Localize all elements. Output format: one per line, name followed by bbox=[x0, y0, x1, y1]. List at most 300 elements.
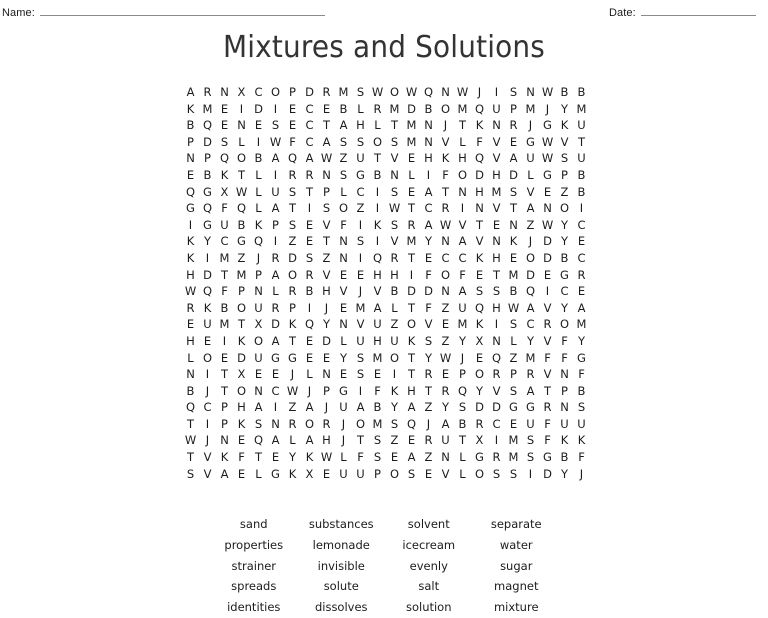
grid-letter[interactable]: O bbox=[372, 134, 383, 149]
grid-letter[interactable]: N bbox=[492, 234, 501, 249]
grid-letter[interactable]: P bbox=[255, 267, 262, 282]
grid-letter[interactable]: O bbox=[389, 85, 400, 99]
grid-letter[interactable]: A bbox=[305, 400, 314, 415]
grid-letter[interactable]: H bbox=[424, 151, 433, 166]
grid-letter[interactable]: A bbox=[220, 466, 229, 481]
grid-letter[interactable]: Z bbox=[322, 250, 331, 265]
grid-letter[interactable]: I bbox=[460, 201, 465, 216]
grid-letter[interactable]: P bbox=[510, 101, 517, 116]
grid-letter[interactable]: E bbox=[492, 217, 501, 232]
grid-letter[interactable]: B bbox=[339, 101, 348, 116]
grid-letter[interactable]: I bbox=[426, 167, 431, 182]
grid-letter[interactable]: W bbox=[320, 450, 333, 465]
grid-letter[interactable]: Y bbox=[526, 333, 535, 348]
grid-letter[interactable]: U bbox=[458, 300, 467, 315]
grid-letter[interactable]: J bbox=[460, 350, 465, 365]
grid-letter[interactable]: I bbox=[494, 85, 499, 99]
grid-letter[interactable]: F bbox=[561, 350, 568, 365]
grid-letter[interactable]: A bbox=[509, 151, 518, 166]
grid-letter[interactable]: U bbox=[526, 151, 535, 166]
grid-letter[interactable]: T bbox=[186, 450, 195, 465]
grid-letter[interactable]: G bbox=[356, 167, 365, 182]
grid-letter[interactable]: B bbox=[373, 167, 382, 182]
grid-letter[interactable]: K bbox=[186, 234, 195, 249]
grid-letter[interactable]: M bbox=[406, 134, 417, 149]
grid-letter[interactable]: N bbox=[441, 234, 450, 249]
grid-letter[interactable]: A bbox=[254, 400, 263, 415]
grid-letter[interactable]: D bbox=[203, 134, 212, 149]
grid-letter[interactable]: V bbox=[492, 151, 501, 166]
grid-letter[interactable]: M bbox=[491, 184, 502, 199]
grid-letter[interactable]: K bbox=[509, 234, 518, 249]
grid-letter[interactable]: E bbox=[441, 367, 450, 382]
grid-letter[interactable]: R bbox=[203, 85, 212, 99]
grid-letter[interactable]: K bbox=[237, 333, 246, 348]
grid-letter[interactable]: B bbox=[577, 184, 586, 199]
grid-letter[interactable]: O bbox=[389, 350, 400, 365]
grid-letter[interactable]: O bbox=[287, 267, 298, 282]
grid-letter[interactable]: L bbox=[255, 466, 262, 481]
grid-letter[interactable]: B bbox=[220, 300, 229, 315]
grid-letter[interactable]: N bbox=[237, 118, 246, 133]
grid-letter[interactable]: T bbox=[288, 333, 297, 348]
grid-letter[interactable]: A bbox=[458, 234, 467, 249]
grid-letter[interactable]: D bbox=[237, 350, 246, 365]
grid-letter[interactable]: C bbox=[203, 400, 212, 415]
grid-letter[interactable]: S bbox=[509, 383, 518, 398]
grid-letter[interactable]: W bbox=[235, 184, 248, 199]
grid-letter[interactable]: G bbox=[339, 383, 348, 398]
grid-letter[interactable]: V bbox=[390, 234, 399, 249]
grid-letter[interactable]: G bbox=[560, 267, 569, 282]
grid-letter[interactable]: I bbox=[375, 234, 380, 249]
grid-letter[interactable]: T bbox=[475, 217, 484, 232]
grid-letter[interactable]: I bbox=[307, 300, 312, 315]
word-list-item[interactable]: sand bbox=[239, 517, 268, 531]
grid-letter[interactable]: D bbox=[424, 284, 433, 299]
grid-letter[interactable]: W bbox=[541, 217, 554, 232]
grid-letter[interactable]: T bbox=[373, 151, 382, 166]
grid-letter[interactable]: A bbox=[441, 416, 450, 431]
grid-letter[interactable]: B bbox=[509, 284, 518, 299]
grid-letter[interactable]: E bbox=[441, 317, 450, 332]
grid-letter[interactable]: E bbox=[305, 333, 314, 348]
grid-letter[interactable]: L bbox=[527, 167, 534, 182]
grid-letter[interactable]: S bbox=[492, 284, 501, 299]
grid-letter[interactable]: W bbox=[388, 201, 401, 216]
grid-letter[interactable]: Y bbox=[288, 450, 297, 465]
grid-letter[interactable]: P bbox=[510, 367, 517, 382]
grid-letter[interactable]: E bbox=[220, 118, 229, 133]
word-list-item[interactable]: invisible bbox=[317, 558, 365, 573]
grid-letter[interactable]: T bbox=[407, 300, 416, 315]
grid-letter[interactable]: Q bbox=[525, 284, 536, 299]
word-list-item[interactable]: magnet bbox=[494, 579, 539, 594]
grid-letter[interactable]: O bbox=[304, 416, 315, 431]
grid-letter[interactable]: O bbox=[525, 250, 536, 265]
grid-letter[interactable]: Z bbox=[424, 400, 433, 415]
grid-letter[interactable]: Y bbox=[322, 317, 331, 332]
grid-letter[interactable]: N bbox=[339, 317, 348, 332]
grid-letter[interactable]: Z bbox=[390, 433, 399, 448]
grid-letter[interactable]: F bbox=[476, 134, 483, 149]
grid-letter[interactable]: S bbox=[424, 333, 433, 348]
grid-letter[interactable]: B bbox=[203, 167, 212, 182]
grid-letter[interactable]: V bbox=[560, 134, 569, 149]
grid-letter[interactable]: A bbox=[407, 400, 416, 415]
grid-letter[interactable]: O bbox=[236, 383, 247, 398]
grid-letter[interactable]: K bbox=[475, 317, 484, 332]
grid-letter[interactable]: A bbox=[458, 284, 467, 299]
grid-letter[interactable]: O bbox=[253, 333, 264, 348]
word-list-item[interactable]: separate bbox=[490, 517, 542, 531]
grid-letter[interactable]: T bbox=[577, 134, 586, 149]
grid-letter[interactable]: K bbox=[186, 250, 195, 265]
grid-letter[interactable]: E bbox=[577, 234, 586, 249]
grid-letter[interactable]: I bbox=[358, 383, 363, 398]
grid-letter[interactable]: K bbox=[220, 167, 229, 182]
grid-letter[interactable]: L bbox=[255, 201, 262, 216]
grid-letter[interactable]: Q bbox=[202, 284, 213, 299]
grid-letter[interactable]: T bbox=[543, 383, 552, 398]
grid-letter[interactable]: H bbox=[322, 284, 331, 299]
grid-letter[interactable]: H bbox=[322, 433, 331, 448]
grid-letter[interactable]: Q bbox=[219, 151, 230, 166]
grid-letter[interactable]: L bbox=[408, 167, 415, 182]
grid-letter[interactable]: F bbox=[544, 433, 551, 448]
grid-letter[interactable]: Q bbox=[406, 416, 417, 431]
grid-letter[interactable]: Z bbox=[424, 450, 433, 465]
grid-letter[interactable]: A bbox=[186, 85, 195, 99]
grid-letter[interactable]: O bbox=[202, 350, 213, 365]
grid-letter[interactable]: T bbox=[458, 433, 467, 448]
grid-letter[interactable]: U bbox=[356, 151, 365, 166]
grid-letter[interactable]: C bbox=[220, 234, 229, 249]
grid-letter[interactable]: G bbox=[543, 118, 552, 133]
grid-letter[interactable]: E bbox=[322, 101, 331, 116]
grid-letter[interactable]: R bbox=[543, 400, 552, 415]
grid-letter[interactable]: M bbox=[219, 317, 230, 332]
grid-letter[interactable]: E bbox=[288, 101, 297, 116]
grid-letter[interactable]: S bbox=[356, 134, 365, 149]
grid-letter[interactable]: A bbox=[577, 300, 586, 315]
grid-letter[interactable]: E bbox=[271, 450, 280, 465]
grid-letter[interactable]: D bbox=[254, 101, 263, 116]
grid-letter[interactable]: K bbox=[288, 466, 297, 481]
grid-letter[interactable]: V bbox=[356, 317, 365, 332]
grid-letter[interactable]: E bbox=[509, 250, 518, 265]
grid-letter[interactable]: C bbox=[424, 201, 433, 216]
grid-letter[interactable]: W bbox=[439, 350, 452, 365]
grid-letter[interactable]: X bbox=[475, 433, 484, 448]
grid-letter[interactable]: D bbox=[543, 466, 552, 481]
grid-letter[interactable]: H bbox=[390, 267, 399, 282]
grid-letter[interactable]: F bbox=[578, 367, 585, 382]
grid-letter[interactable]: T bbox=[424, 383, 433, 398]
grid-letter[interactable]: U bbox=[577, 416, 586, 431]
grid-letter[interactable]: S bbox=[390, 416, 399, 431]
grid-letter[interactable]: J bbox=[477, 85, 482, 99]
grid-letter[interactable]: S bbox=[373, 450, 382, 465]
grid-letter[interactable]: Y bbox=[560, 300, 569, 315]
grid-letter[interactable]: N bbox=[254, 383, 263, 398]
grid-letter[interactable]: F bbox=[425, 267, 432, 282]
grid-letter[interactable]: A bbox=[271, 433, 280, 448]
grid-letter[interactable]: M bbox=[372, 416, 383, 431]
grid-letter[interactable]: K bbox=[288, 317, 297, 332]
grid-letter[interactable]: H bbox=[186, 267, 195, 282]
grid-letter[interactable]: A bbox=[322, 134, 331, 149]
grid-letter[interactable]: S bbox=[220, 134, 229, 149]
grid-letter[interactable]: Z bbox=[339, 151, 348, 166]
grid-letter[interactable]: C bbox=[271, 383, 280, 398]
grid-letter[interactable]: E bbox=[288, 118, 297, 133]
grid-letter[interactable]: N bbox=[424, 134, 433, 149]
grid-letter[interactable]: P bbox=[561, 383, 568, 398]
grid-letter[interactable]: M bbox=[457, 317, 468, 332]
grid-letter[interactable]: F bbox=[340, 217, 347, 232]
grid-letter[interactable]: S bbox=[305, 250, 314, 265]
grid-letter[interactable]: W bbox=[541, 85, 554, 99]
grid-letter[interactable]: J bbox=[579, 466, 584, 481]
grid-letter[interactable]: A bbox=[271, 151, 280, 166]
grid-letter[interactable]: S bbox=[356, 234, 365, 249]
grid-letter[interactable]: P bbox=[289, 85, 296, 99]
grid-letter[interactable]: P bbox=[374, 466, 381, 481]
grid-letter[interactable]: U bbox=[390, 333, 399, 348]
grid-letter[interactable]: C bbox=[560, 284, 569, 299]
grid-letter[interactable]: M bbox=[508, 433, 519, 448]
grid-letter[interactable]: P bbox=[272, 217, 279, 232]
grid-letter[interactable]: S bbox=[356, 85, 365, 99]
grid-letter[interactable]: E bbox=[339, 367, 348, 382]
grid-letter[interactable]: J bbox=[205, 383, 210, 398]
grid-letter[interactable]: E bbox=[424, 250, 433, 265]
grid-letter[interactable]: E bbox=[237, 466, 246, 481]
grid-letter[interactable]: K bbox=[186, 101, 195, 116]
grid-letter[interactable]: V bbox=[339, 284, 348, 299]
grid-letter[interactable]: A bbox=[407, 450, 416, 465]
grid-letter[interactable]: S bbox=[526, 433, 535, 448]
grid-letter[interactable]: S bbox=[254, 416, 263, 431]
grid-letter[interactable]: A bbox=[305, 433, 314, 448]
grid-letter[interactable]: M bbox=[576, 101, 587, 116]
grid-letter[interactable]: I bbox=[358, 250, 363, 265]
grid-letter[interactable]: P bbox=[221, 416, 228, 431]
grid-letter[interactable]: D bbox=[509, 167, 518, 182]
grid-letter[interactable]: H bbox=[373, 267, 382, 282]
grid-letter[interactable]: F bbox=[238, 450, 245, 465]
grid-letter[interactable]: L bbox=[459, 450, 466, 465]
grid-letter[interactable]: H bbox=[356, 118, 365, 133]
grid-letter[interactable]: N bbox=[441, 85, 450, 99]
grid-letter[interactable]: E bbox=[322, 350, 331, 365]
grid-letter[interactable]: J bbox=[443, 118, 448, 133]
grid-letter[interactable]: L bbox=[357, 101, 364, 116]
grid-letter[interactable]: J bbox=[256, 250, 261, 265]
word-list-item[interactable]: lemonade bbox=[312, 537, 370, 552]
grid-letter[interactable]: Q bbox=[253, 433, 264, 448]
grid-letter[interactable]: E bbox=[407, 433, 416, 448]
grid-letter[interactable]: T bbox=[220, 367, 229, 382]
grid-letter[interactable]: D bbox=[271, 317, 280, 332]
grid-letter[interactable]: P bbox=[323, 383, 330, 398]
grid-letter[interactable]: S bbox=[509, 85, 518, 99]
grid-letter[interactable]: V bbox=[492, 201, 501, 216]
grid-letter[interactable]: A bbox=[271, 333, 280, 348]
grid-letter[interactable]: G bbox=[237, 234, 246, 249]
grid-letter[interactable]: B bbox=[373, 400, 382, 415]
grid-letter[interactable]: S bbox=[390, 217, 399, 232]
grid-letter[interactable]: B bbox=[254, 151, 263, 166]
grid-letter[interactable]: O bbox=[559, 201, 570, 216]
grid-letter[interactable]: N bbox=[186, 367, 195, 382]
grid-letter[interactable]: K bbox=[203, 300, 212, 315]
grid-letter[interactable]: P bbox=[289, 300, 296, 315]
grid-letter[interactable]: E bbox=[356, 267, 365, 282]
grid-letter[interactable]: E bbox=[509, 416, 518, 431]
grid-letter[interactable]: O bbox=[457, 167, 468, 182]
grid-letter[interactable]: X bbox=[254, 317, 263, 332]
grid-letter[interactable]: G bbox=[526, 134, 535, 149]
grid-letter[interactable]: N bbox=[560, 367, 569, 382]
grid-letter[interactable]: R bbox=[390, 250, 399, 265]
word-list-item[interactable]: icecream bbox=[402, 537, 456, 552]
grid-letter[interactable]: U bbox=[271, 184, 280, 199]
grid-letter[interactable]: R bbox=[373, 101, 382, 116]
grid-letter[interactable]: K bbox=[577, 433, 586, 448]
grid-letter[interactable]: M bbox=[406, 118, 417, 133]
grid-letter[interactable]: X bbox=[237, 367, 246, 382]
grid-letter[interactable]: T bbox=[237, 317, 246, 332]
grid-letter[interactable]: A bbox=[424, 217, 433, 232]
grid-letter[interactable]: G bbox=[509, 400, 518, 415]
grid-letter[interactable]: E bbox=[424, 466, 433, 481]
grid-letter[interactable]: T bbox=[322, 234, 331, 249]
grid-letter[interactable]: Z bbox=[526, 217, 535, 232]
grid-letter[interactable]: U bbox=[356, 333, 365, 348]
grid-letter[interactable]: R bbox=[492, 367, 501, 382]
word-list-item[interactable]: water bbox=[499, 537, 533, 552]
grid-letter[interactable]: I bbox=[256, 134, 261, 149]
grid-letter[interactable]: V bbox=[475, 234, 484, 249]
grid-letter[interactable]: U bbox=[220, 217, 229, 232]
grid-letter[interactable]: Z bbox=[509, 350, 518, 365]
grid-letter[interactable]: C bbox=[305, 134, 314, 149]
grid-letter[interactable]: I bbox=[358, 217, 363, 232]
grid-letter[interactable]: R bbox=[288, 416, 297, 431]
grid-letter[interactable]: N bbox=[509, 217, 518, 232]
grid-letter[interactable]: T bbox=[407, 350, 416, 365]
grid-letter[interactable]: T bbox=[458, 118, 467, 133]
grid-letter[interactable]: F bbox=[289, 134, 296, 149]
grid-letter[interactable]: S bbox=[526, 450, 535, 465]
grid-letter[interactable]: U bbox=[441, 433, 450, 448]
grid-letter[interactable]: N bbox=[458, 184, 467, 199]
grid-letter[interactable]: V bbox=[441, 466, 450, 481]
grid-letter[interactable]: R bbox=[288, 284, 297, 299]
grid-letter[interactable]: V bbox=[203, 450, 212, 465]
grid-letter[interactable]: E bbox=[305, 217, 314, 232]
grid-letter[interactable]: V bbox=[203, 466, 212, 481]
grid-letter[interactable]: S bbox=[475, 284, 484, 299]
grid-letter[interactable]: T bbox=[407, 367, 416, 382]
grid-letter[interactable]: C bbox=[441, 250, 450, 265]
grid-letter[interactable]: N bbox=[271, 416, 280, 431]
grid-letter[interactable]: T bbox=[322, 118, 331, 133]
grid-letter[interactable]: S bbox=[288, 184, 297, 199]
grid-letter[interactable]: I bbox=[239, 101, 244, 116]
grid-letter[interactable]: Q bbox=[474, 101, 485, 116]
grid-letter[interactable]: F bbox=[357, 450, 364, 465]
grid-letter[interactable]: Q bbox=[304, 317, 315, 332]
word-list-item[interactable]: solute bbox=[323, 579, 359, 594]
grid-letter[interactable]: Q bbox=[202, 201, 213, 216]
grid-letter[interactable]: B bbox=[186, 118, 195, 133]
grid-letter[interactable]: H bbox=[458, 151, 467, 166]
grid-letter[interactable]: R bbox=[322, 416, 331, 431]
grid-letter[interactable]: H bbox=[492, 167, 501, 182]
grid-letter[interactable]: G bbox=[271, 466, 280, 481]
grid-letter[interactable]: K bbox=[407, 333, 416, 348]
grid-letter[interactable]: W bbox=[456, 85, 469, 99]
grid-letter[interactable]: B bbox=[186, 383, 195, 398]
grid-letter[interactable]: D bbox=[322, 333, 331, 348]
grid-letter[interactable]: R bbox=[322, 85, 331, 99]
grid-letter[interactable]: B bbox=[424, 101, 433, 116]
grid-letter[interactable]: E bbox=[203, 333, 212, 348]
grid-letter[interactable]: Z bbox=[560, 184, 569, 199]
grid-letter[interactable]: Q bbox=[185, 400, 196, 415]
grid-letter[interactable]: L bbox=[459, 134, 466, 149]
grid-letter[interactable]: L bbox=[272, 284, 279, 299]
grid-letter[interactable]: E bbox=[220, 101, 229, 116]
grid-letter[interactable]: L bbox=[374, 118, 381, 133]
grid-letter[interactable]: R bbox=[186, 300, 195, 315]
grid-letter[interactable]: L bbox=[340, 333, 347, 348]
grid-letter[interactable]: R bbox=[305, 167, 314, 182]
grid-letter[interactable]: I bbox=[528, 466, 533, 481]
grid-letter[interactable]: U bbox=[526, 416, 535, 431]
grid-letter[interactable]: D bbox=[475, 400, 484, 415]
grid-letter[interactable]: M bbox=[355, 300, 366, 315]
grid-letter[interactable]: S bbox=[390, 184, 399, 199]
grid-letter[interactable]: Z bbox=[441, 333, 450, 348]
grid-letter[interactable]: A bbox=[271, 267, 280, 282]
grid-letter[interactable]: E bbox=[373, 367, 382, 382]
grid-letter[interactable]: V bbox=[373, 284, 382, 299]
grid-letter[interactable]: I bbox=[273, 101, 278, 116]
grid-letter[interactable]: Y bbox=[441, 400, 450, 415]
grid-letter[interactable]: K bbox=[560, 118, 569, 133]
grid-letter[interactable]: B bbox=[577, 383, 586, 398]
grid-letter[interactable]: O bbox=[474, 367, 485, 382]
grid-letter[interactable]: I bbox=[205, 416, 210, 431]
grid-letter[interactable]: R bbox=[288, 167, 297, 182]
grid-letter[interactable]: T bbox=[441, 184, 450, 199]
grid-letter[interactable]: N bbox=[560, 400, 569, 415]
grid-letter[interactable]: P bbox=[187, 134, 194, 149]
grid-letter[interactable]: W bbox=[184, 433, 197, 448]
grid-letter[interactable]: G bbox=[186, 201, 195, 216]
grid-letter[interactable]: E bbox=[390, 450, 399, 465]
grid-letter[interactable]: D bbox=[526, 267, 535, 282]
grid-letter[interactable]: Q bbox=[474, 151, 485, 166]
grid-letter[interactable]: Y bbox=[560, 101, 569, 116]
grid-letter[interactable]: N bbox=[492, 118, 501, 133]
grid-letter[interactable]: I bbox=[273, 234, 278, 249]
grid-letter[interactable]: L bbox=[289, 433, 296, 448]
